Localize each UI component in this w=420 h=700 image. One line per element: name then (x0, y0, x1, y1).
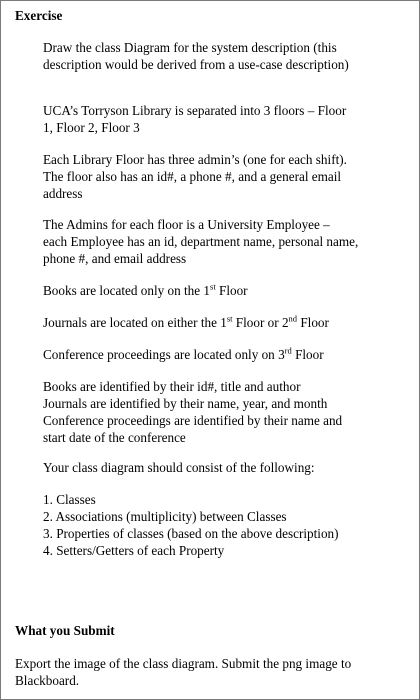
library-paragraph (43, 102, 388, 136)
journals-location-sup2: nd (288, 313, 298, 324)
admins-paragraph (43, 216, 388, 267)
journals-location-text-middle: Floor or 2 (232, 315, 289, 330)
admins-line: The Admins for each floor is a University Employee – (43, 217, 330, 232)
floor-admins-line: Each Library Floor has three admin’s (one for each shift). (43, 152, 347, 167)
intro-paragraph (43, 39, 388, 73)
identification-line: start date of the conference (43, 430, 186, 445)
books-location-sup: st (210, 281, 216, 292)
books-location-text-end: Floor (215, 283, 248, 298)
requirement-item: 2. Associations (multiplicity) between Classes (43, 509, 287, 524)
identification-line: Journals are identified by their name, year, and month (43, 396, 328, 411)
floor-admins-line: The floor also has an id#, a phone #, and a general email (43, 169, 342, 184)
library-line: 1, Floor 2, Floor 3 (43, 120, 140, 135)
exercise-heading: Exercise (15, 8, 63, 23)
journals-location-text-end: Floor (297, 315, 329, 330)
library-line: UCA’s Torryson Library is separated into 3 floors – Floor (43, 103, 347, 118)
submit-line: Export the image of the class diagram. Submit the png image to (15, 656, 352, 671)
floor-admins-paragraph (43, 151, 388, 202)
identification-line: Conference proceedings are identified by their name and (43, 413, 343, 428)
consist-label: Your class diagram should consist of the following: (43, 460, 315, 475)
journals-location-sup1: st (226, 313, 233, 324)
submit-heading: What you Submit (15, 623, 115, 638)
requirements-list (43, 491, 339, 559)
requirement-item: 1. Classes (43, 492, 96, 507)
requirement-item: 4. Setters/Getters of each Property (43, 543, 225, 558)
intro-line: Draw the class Diagram for the system description (this (43, 40, 337, 55)
conference-location-text-end: Floor (291, 347, 324, 362)
conference-location (43, 346, 388, 363)
floor-admins-line: address (43, 186, 83, 201)
admins-line: each Employee has an id, department name, personal name, (43, 234, 359, 249)
intro-line: description would be derived from a use-case description) (43, 57, 349, 72)
books-location (43, 282, 388, 299)
conference-location-text: Conference proceedings are located only on 3 (43, 347, 285, 362)
submit-paragraph (15, 655, 395, 689)
requirement-item: 3. Properties of classes (based on the above description) (43, 526, 339, 541)
journals-location (43, 314, 388, 331)
identification-paragraph (43, 378, 388, 446)
admins-line: phone #, and email address (43, 251, 187, 266)
submit-line: Blackboard. (15, 673, 80, 688)
conference-location-sup: rd (284, 345, 292, 356)
journals-location-text: Journals are located on either the 1 (43, 315, 227, 330)
identification-line: Books are identified by their id#, title and author (43, 379, 301, 394)
books-location-text: Books are located only on the 1 (43, 283, 211, 298)
